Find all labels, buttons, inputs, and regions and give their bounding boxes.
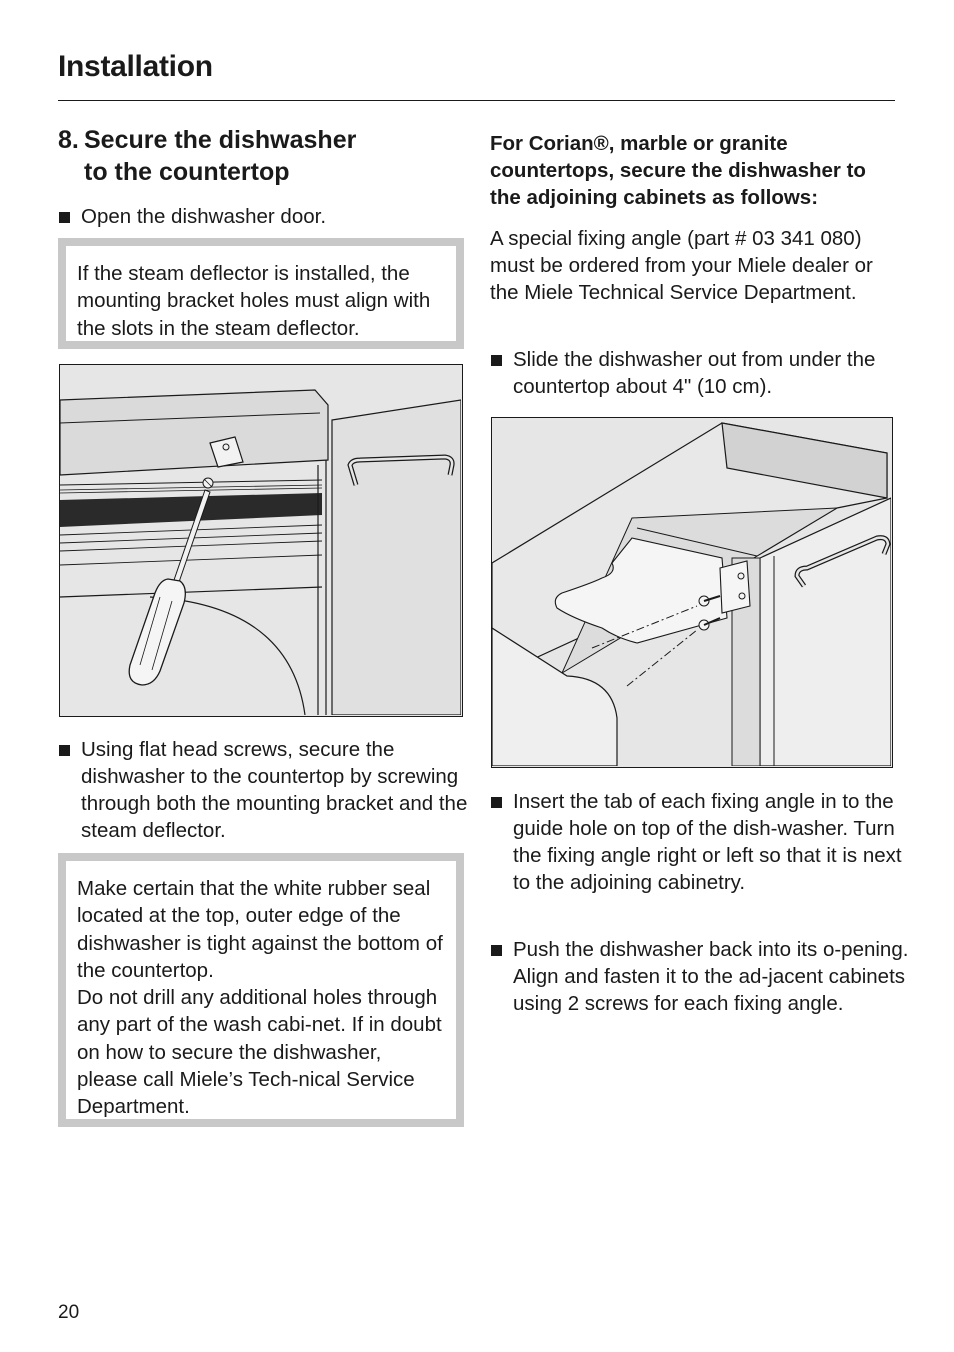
step-open-door-text: Open the dishwasher door. xyxy=(81,205,327,228)
figure-mounting-bracket xyxy=(59,364,463,717)
step-slide-out xyxy=(490,346,913,400)
figure-mounting-bracket-drawing xyxy=(60,365,461,715)
note-steam-deflector-text: If the steam deflector is installed, the mounting bracket holes must align with the slots in the steam deflector. xyxy=(77,262,431,340)
step-open-door xyxy=(58,203,481,230)
note-rubber-seal xyxy=(58,853,464,1127)
bullet-square-icon xyxy=(491,945,502,956)
figure-fixing-angle xyxy=(491,417,893,768)
note-rubber-seal-text: Make certain that the white rubber seal located at the top, outer edge of the dishwasher is tight against the bottom of the countertop. xyxy=(77,877,443,982)
section-number: 8. xyxy=(58,126,79,154)
section-title-line1: Secure the dishwasher xyxy=(84,126,357,154)
bullet-square-icon xyxy=(491,355,502,366)
section-title-line2: to the countertop xyxy=(84,158,290,186)
step-screw-bracket xyxy=(58,736,481,844)
bullet-square-icon xyxy=(59,745,70,756)
figure-fixing-angle-drawing xyxy=(492,418,891,766)
title-rule xyxy=(58,100,895,101)
note-steam-deflector xyxy=(58,238,464,349)
step-push-back xyxy=(490,936,913,1017)
page-title: Installation xyxy=(58,50,213,83)
bullet-square-icon xyxy=(59,212,70,223)
step-slide-out-text: Slide the dishwasher out from under the countertop about 4" (10 cm). xyxy=(513,348,876,398)
bullet-square-icon xyxy=(491,797,502,808)
intro-text: A special fixing angle (part # 03 341 080) must be ordered from your Miele dealer or the Miele Technical Service Department. xyxy=(490,227,873,304)
step-screw-bracket-text: Using flat head screws, secure the dishwasher to the countertop by screwing through both the mounting bracket and the steam deflector. xyxy=(81,738,468,842)
step-insert-tab xyxy=(490,788,913,896)
step-insert-tab-text: Insert the tab of each fixing angle in to the guide hole on top of the dish-washer. Turn the fixing angle right or left so that it is next to the adjoining cabinetry. xyxy=(513,790,902,894)
step-push-back-text: Push the dishwasher back into its o-pening. Align and fasten it to the ad-jacent cabinets using 2 screws for each fixing angle. xyxy=(513,938,909,1015)
page-number: 20 xyxy=(58,1302,80,1323)
section-heading xyxy=(58,124,458,188)
intro-bold: For Corian®, marble or granite countertops, secure the dishwasher to the adjoining cabinets as follows: xyxy=(490,132,866,209)
note-no-drill-text: Do not drill any additional holes through any part of the wash cabi-net. If in doubt on how to secure the dishwasher, please call Miele’s Tech-nical Service Department. xyxy=(77,986,442,1119)
